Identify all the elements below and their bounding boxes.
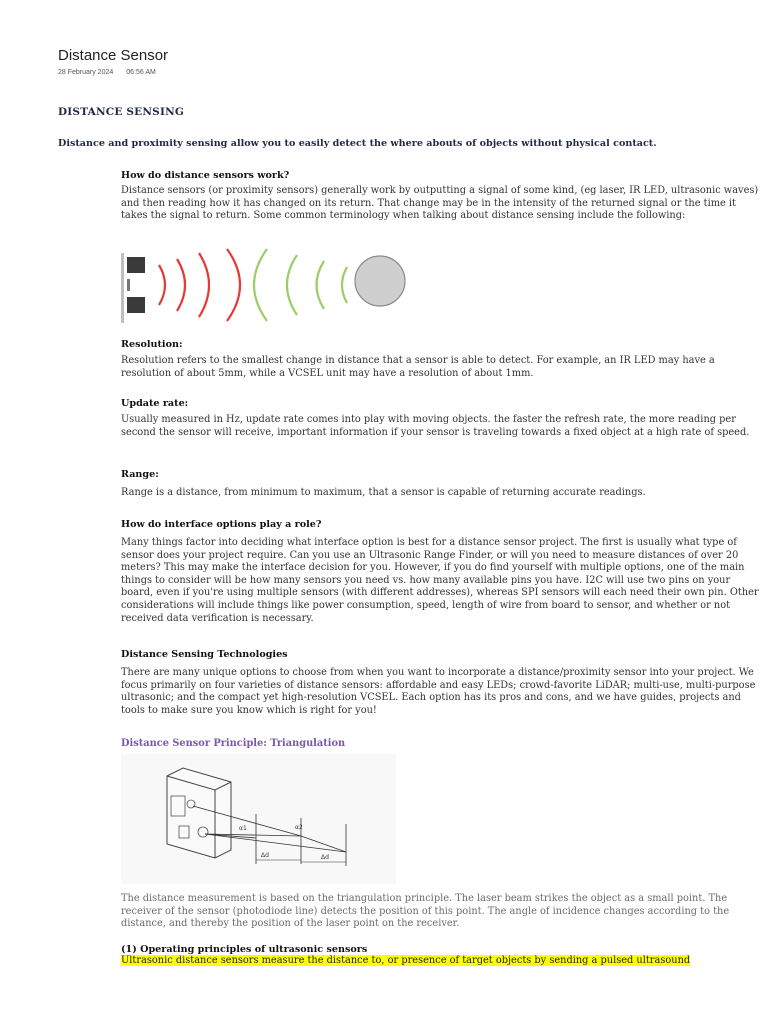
sensor-housing [167,768,231,858]
outgoing-wave-3 [199,253,209,317]
resolution-heading: Resolution: [121,339,183,350]
outgoing-wave-2 [177,259,185,311]
how-work-section [121,170,763,223]
triangulation-body: The distance measurement is based on the triangulation principle. The laser beam strikes the object as a small point. The receiver of the sensor (photodiode line) detects the position of this point. The angle of incidence changes according to the distance, and thereby the position of the laser point on the receiver. [121,893,730,930]
lead-sentence: Distance and proximity sensing allow you to easily detect the where abouts of objects without physical contact. [58,138,657,149]
target-object [355,256,405,306]
how-work-body: Distance sensors (or proximity sensors) generally work by outputting a signal of some kind, (eg laser, IR LED, ultrasonic waves) and then reading how it has changed on its return. That change may be in the intensity of the returned signal or the time it takes the signal to return. Some common terminology when talking about distance sensing include the following: [121,185,759,222]
how-work-heading: How do distance sensors work? [121,170,290,181]
resolution-section [121,339,763,380]
technologies-section [121,649,763,717]
interface-section [121,519,763,625]
triangulation-diagram [121,754,396,884]
return-wave-3 [317,261,325,309]
update-rate-section [121,398,763,439]
note-time: 06:56 AM [126,69,156,76]
interface-heading: How do interface options play a role? [121,519,322,530]
resolution-body: Resolution refers to the smallest change in distance that a sensor is able to detect. For example, an IR LED may have a resolution of about 5mm, while a VCSEL unit may have a resolution of about 1mm. [121,355,715,379]
technologies-body: There are many unique options to choose from when you want to incorporate a distance/proximity sensor into your project. We focus primarily on four varieties of distance sensors: affordable and easy LEDs; crowd-favorite LiDAR; multi-use, multi-purpose ultrasonic; and the compact yet high-resolution VCSEL. Each option has its pros and cons, and we have guides, projects and tools to make sure you know which is right for you! [121,667,756,716]
range-heading: Range: [121,469,159,480]
emitter-block [127,257,145,273]
angle-label-1: α1 [239,825,247,832]
outgoing-wave-1 [159,265,165,305]
return-wave-2 [287,255,297,315]
triangulation-section [121,893,763,931]
section-heading: DISTANCE SENSING [58,106,185,118]
interface-body: Many things factor into deciding what interface option is best for a distance sensor project. The first is usually what type of sensor does your project require. Can you use an Ultrasonic Range Finder, or will you need to measure distances of over 20 meters? This may make the interface decision for you. However, if you do find yourself with multiple options, one of the main things to consider will be how many sensors you need vs. how many available pins you have. I2C will use two pins on your board, even if you're using multiple sensors (with different addresses), whereas SPI sensors will each need their own pin. Other considerations will include things like power consumption, speed, length of wire from board to sensor, and whether or not received data verification is necessary. [121,537,759,624]
ultrasonic-body-highlighted: Ultrasonic distance sensors measure the distance to, or presence of target objects by sending a pulsed ultrasound [121,955,691,966]
diagram-background [121,754,396,884]
note-meta [58,69,169,76]
update-rate-heading: Update rate: [121,398,189,409]
return-wave-1 [254,249,267,321]
update-rate-body: Usually measured in Hz, update rate comes into play with moving objects. the faster the refresh rate, the more reading per second the sensor will receive, important information if your sensor is traveling towards a fixed object at a high rate of speed. [121,414,750,438]
delta-label-1: Δd [261,852,269,859]
note-title: Distance Sensor [58,47,169,64]
note-date: 28 February 2024 [58,69,114,76]
sensor-bracket [121,253,124,323]
sensor-mount [127,279,130,291]
delta-label-2: Δd [321,854,329,861]
ultrasonic-section [121,944,763,968]
angle-label-2: α2 [295,824,303,831]
outgoing-wave-4 [227,249,240,321]
triangulation-heading: Distance Sensor Principle: Triangulation [121,738,346,749]
technologies-heading: Distance Sensing Technologies [121,649,288,660]
sensor-wave-illustration [119,247,409,327]
range-section [121,469,763,500]
ultrasonic-heading: (1) Operating principles of ultrasonic sensors [121,944,368,955]
receiver-block [127,297,145,313]
return-wave-4 [342,267,347,303]
range-body: Range is a distance, from minimum to maximum, that a sensor is capable of returning accurate readings. [121,487,646,498]
